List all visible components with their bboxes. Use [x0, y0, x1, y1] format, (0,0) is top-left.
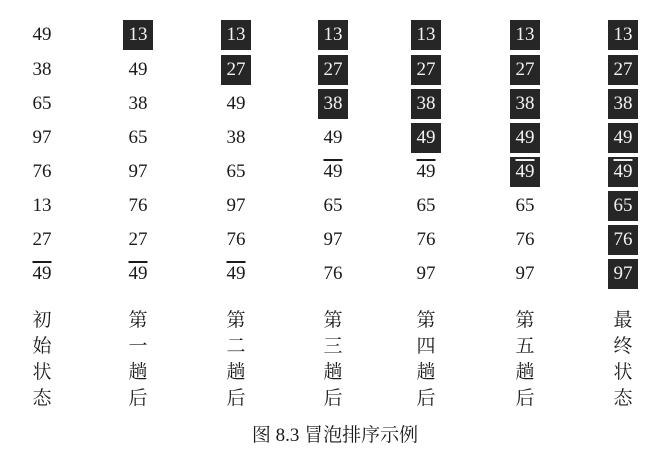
value-cell: 97: [323, 229, 343, 250]
column-label-char: 第: [128, 310, 148, 331]
sorted-value-cell: 27: [411, 55, 441, 85]
value-cell: 49: [226, 93, 246, 114]
value-cell: 65: [416, 195, 436, 216]
value-cell: 76: [515, 229, 535, 250]
column-label: [27, 308, 57, 412]
sorted-value-cell: 38: [510, 89, 540, 119]
column-label: [221, 308, 251, 412]
column-label-char: 态: [32, 388, 52, 409]
value-cell: 49: [416, 161, 436, 182]
value-cell: 76: [416, 229, 436, 250]
column-label-char: 后: [323, 388, 343, 409]
value-cell: 65: [323, 195, 343, 216]
value-cell: 65: [226, 161, 246, 182]
value-cell: 49: [128, 59, 148, 80]
value-cell: 65: [515, 195, 535, 216]
sorted-value-cell: 65: [608, 191, 638, 221]
sorted-value-cell: 13: [608, 20, 638, 50]
column-label-char: 四: [416, 336, 436, 357]
value-cell: 13: [32, 195, 52, 216]
column-label: [411, 308, 441, 412]
sorted-value-cell: 13: [318, 20, 348, 50]
column-label-char: 二: [226, 336, 246, 357]
value-cell: 38: [128, 93, 148, 114]
column-label: [318, 308, 348, 412]
column-label-char: 趟: [515, 362, 535, 383]
value-cell: 97: [32, 127, 52, 148]
value-cell: 76: [32, 161, 52, 182]
column-label: [510, 308, 540, 412]
column-label-char: 趟: [416, 362, 436, 383]
value-cell: 97: [515, 263, 535, 284]
sorted-value-cell: 13: [221, 20, 251, 50]
sorted-value-cell: 27: [318, 55, 348, 85]
value-cell: 49: [32, 263, 52, 284]
value-cell: 27: [128, 229, 148, 250]
column-label-char: 五: [515, 336, 535, 357]
value-cell: 76: [128, 195, 148, 216]
column-label-char: 趟: [323, 362, 343, 383]
value-cell: 49: [323, 161, 343, 182]
sorted-value-cell: 38: [411, 89, 441, 119]
column-label-char: 后: [515, 388, 535, 409]
column-label-char: 初: [32, 310, 52, 331]
value-cell: 38: [32, 59, 52, 80]
sorted-value-cell: 49: [608, 123, 638, 153]
column-label-char: 趟: [226, 362, 246, 383]
value-cell: 49: [32, 24, 52, 45]
column-label-char: 最: [613, 310, 633, 331]
value-cell: 65: [128, 127, 148, 148]
sorted-value-cell: 97: [608, 259, 638, 289]
sorted-value-cell: 38: [608, 89, 638, 119]
column-label-char: 趟: [128, 362, 148, 383]
column-label-char: 始: [32, 336, 52, 357]
column-label: [608, 308, 638, 412]
value-cell: 49: [226, 263, 246, 284]
column-label-char: 终: [613, 336, 633, 357]
sorted-value-cell: 38: [318, 89, 348, 119]
value-cell: 97: [226, 195, 246, 216]
value-cell: 97: [416, 263, 436, 284]
sorted-value-cell: 13: [510, 20, 540, 50]
sorted-value-cell: 76: [608, 225, 638, 255]
sorted-value-cell: 13: [123, 20, 153, 50]
column-label-char: 状: [613, 362, 633, 383]
column-label-char: 态: [613, 388, 633, 409]
value-cell: 27: [32, 229, 52, 250]
value-cell: 97: [128, 161, 148, 182]
sorted-value-cell: 49: [608, 157, 638, 187]
column-label-char: 第: [416, 310, 436, 331]
value-cell: 76: [226, 229, 246, 250]
sorted-value-cell: 27: [510, 55, 540, 85]
value-cell: 38: [226, 127, 246, 148]
sorted-value-cell: 27: [608, 55, 638, 85]
sorted-value-cell: 49: [510, 123, 540, 153]
sorted-value-cell: 13: [411, 20, 441, 50]
value-cell: 49: [128, 263, 148, 284]
value-cell: 76: [323, 263, 343, 284]
column-label: [123, 308, 153, 412]
column-label-char: 第: [323, 310, 343, 331]
column-label-char: 第: [515, 310, 535, 331]
sorted-value-cell: 49: [411, 123, 441, 153]
column-label-char: 后: [416, 388, 436, 409]
sorted-value-cell: 27: [221, 55, 251, 85]
column-label-char: 状: [32, 362, 52, 383]
column-label-char: 一: [128, 336, 148, 357]
sorted-value-cell: 49: [510, 157, 540, 187]
column-label-char: 后: [226, 388, 246, 409]
value-cell: 49: [323, 127, 343, 148]
column-label-char: 第: [226, 310, 246, 331]
value-cell: 65: [32, 93, 52, 114]
column-label-char: 后: [128, 388, 148, 409]
figure-caption: 图 8.3 冒泡排序示例: [251, 425, 419, 446]
column-label-char: 三: [323, 336, 343, 357]
